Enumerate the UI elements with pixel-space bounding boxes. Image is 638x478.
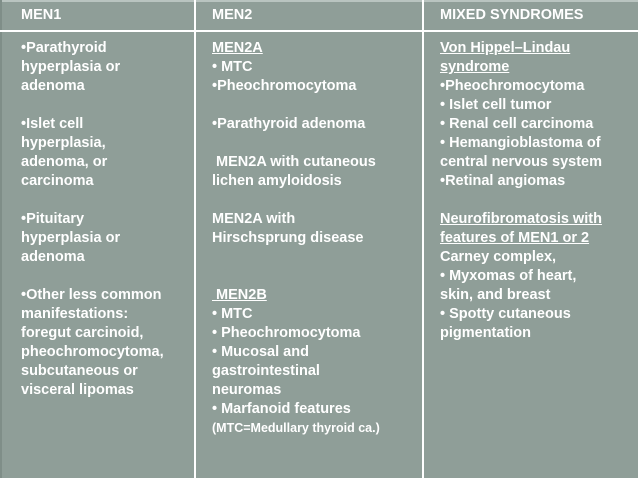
mixed-line: • Spotty cutaneous [440, 306, 571, 322]
men1-line [21, 96, 191, 115]
vhl-heading: Von Hippel–Lindau [440, 40, 571, 56]
column-men2 [212, 0, 420, 438]
men1-line: foregut carcinoid, [21, 325, 144, 341]
men1-line: •Parathyroid [21, 40, 107, 56]
column-header-men2: MEN2 [212, 7, 253, 23]
men1-line: •Islet cell [21, 116, 84, 132]
column-header-mixed: MIXED SYNDROMES [440, 7, 584, 23]
men1-line [21, 267, 191, 286]
men1-line: subcutaneous or [21, 363, 138, 379]
mixed-line: •Pheochromocytoma [440, 78, 585, 94]
men1-line: adenoma [21, 78, 85, 94]
column-men1 [21, 0, 191, 400]
men2-line: neuromas [212, 382, 282, 398]
column-header-men1: MEN1 [21, 7, 62, 23]
men1-line [21, 191, 191, 210]
men1-line: hyperplasia or [21, 59, 121, 75]
mixed-line: • Islet cell tumor [440, 97, 552, 113]
men1-line: adenoma, or [21, 154, 108, 170]
men1-line: adenoma [21, 249, 85, 265]
left-border [0, 0, 2, 478]
mixed-line: skin, and breast [440, 287, 551, 303]
men2-line [212, 267, 420, 286]
men1-line: •Pituitary [21, 211, 85, 227]
men1-line: manifestations: [21, 306, 129, 322]
mixed-line [440, 191, 636, 210]
mixed-line: central nervous system [440, 154, 602, 170]
mixed-line: •Retinal angiomas [440, 173, 566, 189]
men2-line: • Mucosal and [212, 344, 309, 360]
men2-line: •Pheochromocytoma [212, 78, 357, 94]
mixed-line: • Hemangioblastoma of [440, 135, 601, 151]
mixed-line: Carney complex, [440, 249, 557, 265]
mixed-line: • Renal cell carcinoma [440, 116, 594, 132]
men2-line: •Parathyroid adenoma [212, 116, 366, 132]
men2-line: gastrointestinal [212, 363, 320, 379]
men2-line [212, 96, 420, 115]
men1-line: hyperplasia, [21, 135, 106, 151]
men2a-heading: MEN2A [212, 40, 263, 56]
men2-line: MEN2A with [212, 211, 296, 227]
column-divider-2 [422, 0, 424, 478]
men1-line: carcinoma [21, 173, 94, 189]
nf-heading: Neurofibromatosis with [440, 211, 602, 227]
men1-line: •Other less common [21, 287, 162, 303]
men2-line: • MTC [212, 59, 253, 75]
vhl-heading: syndrome [440, 59, 510, 75]
men2-line [212, 191, 420, 210]
men2-line [212, 134, 420, 153]
men2-line: lichen amyloidosis [212, 173, 342, 189]
column-divider-1 [194, 0, 196, 478]
men1-line: hyperplasia or [21, 230, 121, 246]
men2-line: • Marfanoid features [212, 401, 351, 417]
men2b-heading: MEN2B [212, 287, 267, 303]
mixed-line: • Myxomas of heart, [440, 268, 577, 284]
men2-line: • Pheochromocytoma [212, 325, 361, 341]
men1-line: pheochromocytoma, [21, 344, 164, 360]
men2-line [212, 248, 420, 267]
column-mixed-syndromes [440, 0, 636, 343]
men2-line: Hirschsprung disease [212, 230, 364, 246]
nf-heading: features of MEN1 or 2 [440, 230, 590, 246]
mixed-line: pigmentation [440, 325, 532, 341]
footnote: (MTC=Medullary thyroid ca.) [212, 421, 380, 435]
men1-line: visceral lipomas [21, 382, 134, 398]
men2-line: MEN2A with cutaneous [212, 154, 376, 170]
men2-line: • MTC [212, 306, 253, 322]
